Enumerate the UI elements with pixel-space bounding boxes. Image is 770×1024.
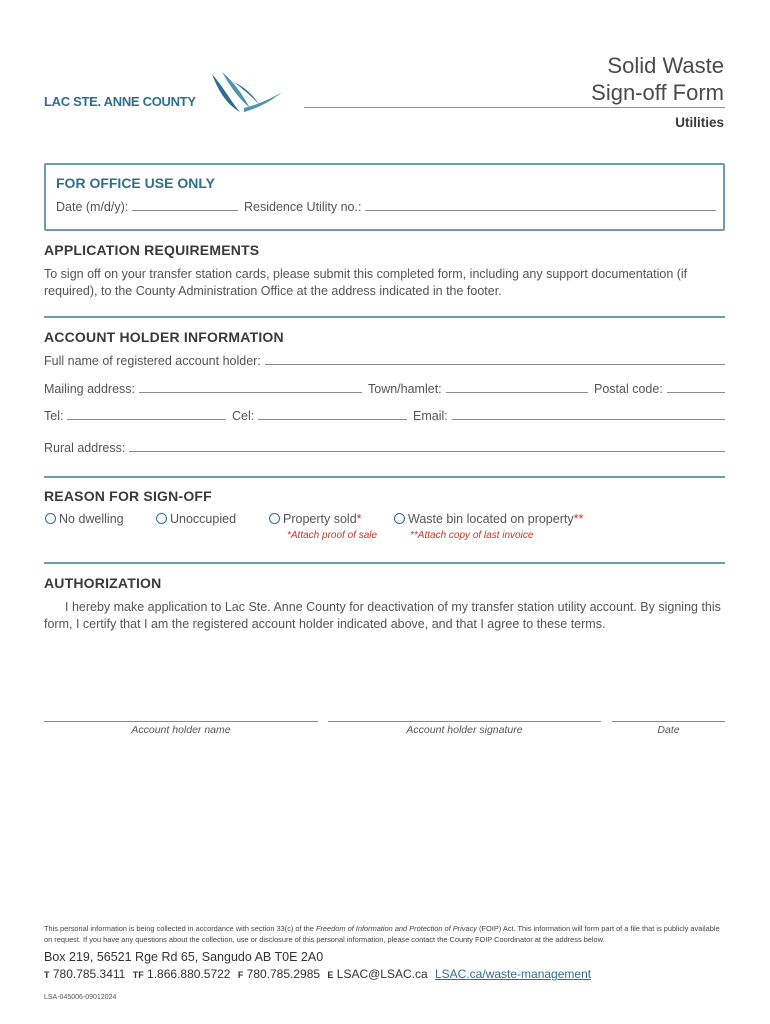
- option-label: Property sold: [283, 512, 357, 526]
- form-title: [591, 52, 724, 106]
- mailing-address-field[interactable]: [44, 382, 362, 396]
- authorization-text: I hereby make application to Lac Ste. Anne County for deactivation of my transfer station utility account. By signing this form, I certify that I am the registered account holder indicated above, and that I agree to these terms.: [44, 600, 721, 631]
- waste-management-link[interactable]: LSAC.ca/waste-management: [435, 967, 592, 981]
- form-subtitle: Utilities: [675, 115, 724, 130]
- phone-label: T: [44, 970, 50, 980]
- cel-label: Cel:: [232, 409, 255, 423]
- town-field[interactable]: [368, 382, 588, 396]
- radio-icon[interactable]: [394, 513, 405, 524]
- email-contact-value[interactable]: LSAC@LSAC.ca: [336, 967, 428, 981]
- account-holder-signature-line[interactable]: [328, 721, 601, 722]
- date-caption: Date: [657, 724, 680, 736]
- option-label: No dwelling: [59, 512, 124, 526]
- document-code: LSA-045006-09012024: [44, 994, 117, 1001]
- title-line-2: Sign-off Form: [591, 80, 724, 105]
- footer-contacts: [44, 967, 591, 981]
- privacy-part-1: This personal information is being collected in accordance with section 33(c) of the: [44, 924, 316, 933]
- radio-icon[interactable]: [45, 513, 56, 524]
- account-holder-signature-caption: Account holder signature: [406, 724, 523, 736]
- cel-field[interactable]: [232, 409, 407, 423]
- residence-utility-field[interactable]: [244, 200, 716, 214]
- date-label: Date (m/d/y):: [56, 200, 129, 214]
- full-name-field[interactable]: [44, 354, 725, 368]
- rural-address-field[interactable]: [44, 441, 725, 455]
- mailing-label: Mailing address:: [44, 382, 136, 396]
- reason-title: REASON FOR SIGN-OFF: [44, 488, 212, 504]
- option-label: Unoccupied: [170, 512, 237, 526]
- logo-text: LAC STE. ANNE COUNTY: [44, 94, 196, 109]
- requirements-text: To sign off on your transfer station cards, please submit this completed form, including any support documentation (if required), to the County Administration Office at the address indicated in the footer.: [44, 267, 688, 298]
- option-waste-bin[interactable]: [394, 512, 583, 526]
- option-unoccupied[interactable]: [156, 512, 236, 526]
- office-use-box: [44, 163, 725, 231]
- section-rule-3: [44, 562, 725, 564]
- email-field[interactable]: [413, 409, 725, 423]
- option-label: Waste bin located on property: [408, 512, 574, 526]
- authorization-title: AUTHORIZATION: [44, 575, 162, 591]
- date-line[interactable]: [612, 721, 725, 722]
- radio-icon[interactable]: [156, 513, 167, 524]
- county-logo: [44, 68, 284, 118]
- privacy-act-name: Freedom of Information and Protection of Privacy: [315, 924, 477, 933]
- town-label: Town/hamlet:: [368, 382, 442, 396]
- tollfree-label: TF: [132, 970, 144, 980]
- rural-label: Rural address:: [44, 441, 126, 455]
- full-name-label: Full name of registered account holder:: [44, 354, 261, 368]
- postal-label: Postal code:: [594, 382, 663, 396]
- title-rule: [304, 107, 725, 108]
- tel-label: Tel:: [44, 409, 64, 423]
- footer-address: Box 219, 56521 Rge Rd 65, Sangudo AB T0E 2A0: [44, 950, 324, 964]
- office-use-title: FOR OFFICE USE ONLY: [56, 175, 215, 191]
- option-no-dwelling[interactable]: [45, 512, 124, 526]
- fax-value: 780.785.2985: [246, 967, 321, 981]
- bin-asterisk: **: [573, 512, 584, 526]
- section-rule-1: [44, 316, 725, 318]
- date-field[interactable]: [56, 200, 238, 214]
- radio-icon[interactable]: [269, 513, 280, 524]
- fax-label: F: [237, 970, 244, 980]
- residence-utility-label: Residence Utility no.:: [244, 200, 362, 214]
- privacy-notice: [44, 923, 728, 945]
- email-label: Email:: [413, 409, 448, 423]
- requirements-title: APPLICATION REQUIREMENTS: [44, 242, 260, 258]
- option-property-sold[interactable]: [269, 512, 362, 526]
- account-title: ACCOUNT HOLDER INFORMATION: [44, 329, 284, 345]
- privacy-part-2: (FOIP) Act. This information will form part of a file that is publicly available on request. If you have any questions about the collection, use or disclosure of this personal information, please contact the County FOIP Coordinator at the address below.: [44, 924, 720, 944]
- bin-note: **Attach copy of last invoice: [410, 530, 534, 541]
- sold-asterisk: *: [356, 512, 362, 526]
- account-holder-name-line[interactable]: [44, 721, 318, 722]
- logo-mark-icon: [204, 68, 284, 116]
- tel-field[interactable]: [44, 409, 226, 423]
- section-rule-2: [44, 476, 725, 478]
- phone-value: 780.785.3411: [52, 967, 126, 981]
- tollfree-value: 1.866.880.5722: [147, 967, 231, 981]
- account-holder-name-caption: Account holder name: [131, 724, 231, 736]
- sold-note: *Attach proof of sale: [287, 530, 378, 541]
- postal-code-field[interactable]: [594, 382, 725, 396]
- title-line-1: Solid Waste: [607, 53, 724, 78]
- email-contact-label: E: [327, 970, 334, 980]
